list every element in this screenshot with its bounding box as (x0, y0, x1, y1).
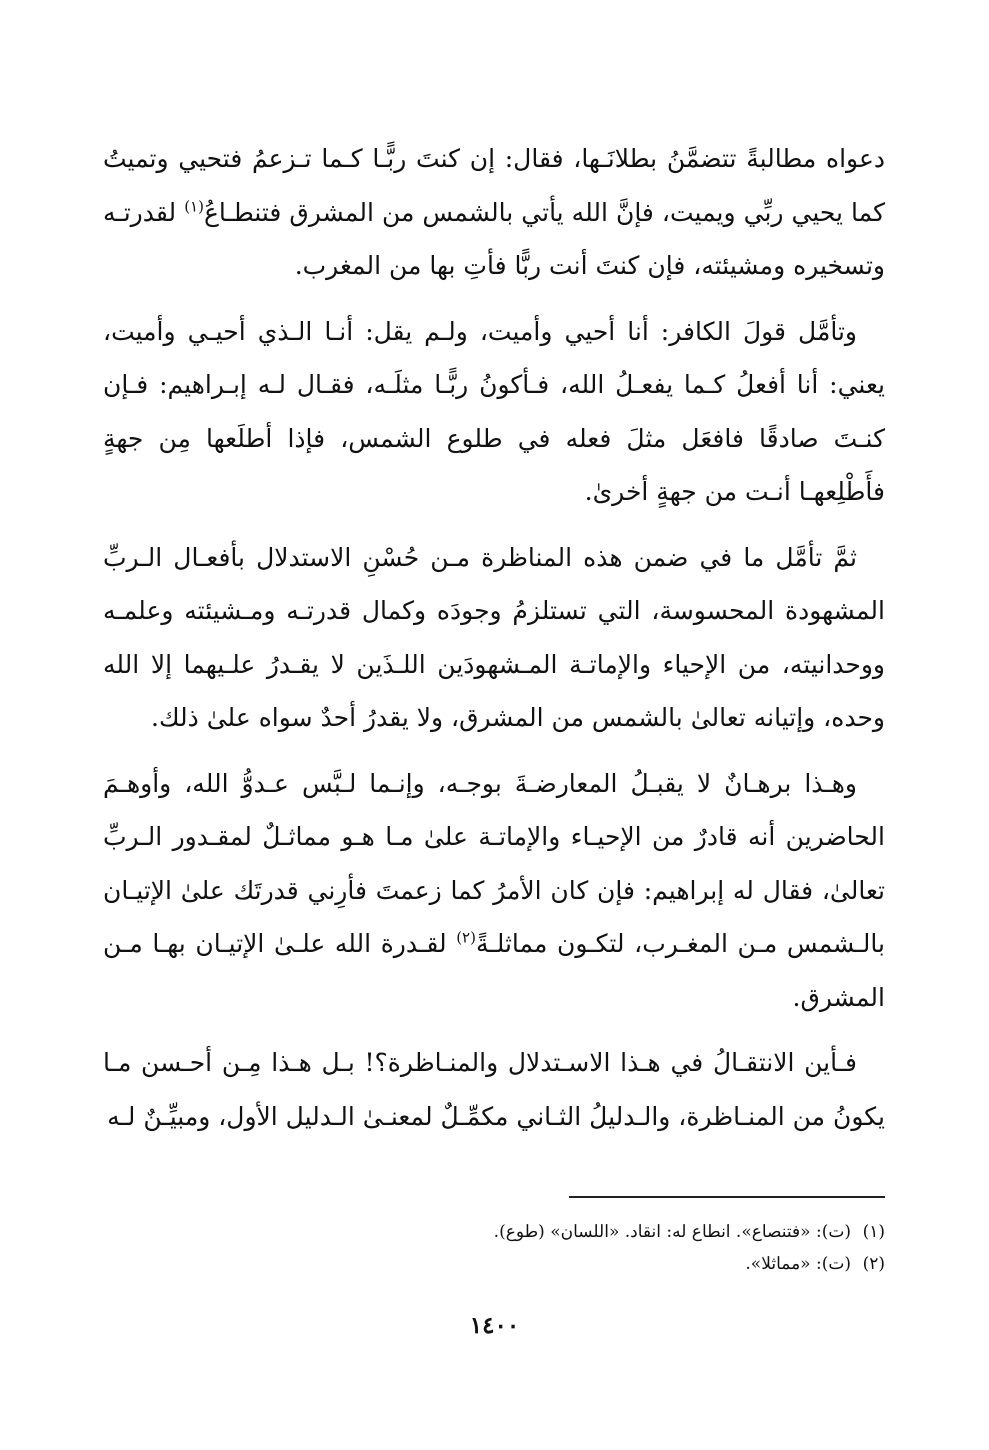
page-number: ١٤٠٠ (469, 1312, 520, 1339)
footnote-divider (569, 1196, 885, 1198)
paragraph-1-text-a: دعواه مطالبةً تتضمَّنُ بطلانَـها، فقال: إن كنتَ ربًّـا كـما تـزعمُ فتحيي وتميتُ كما يحيي ربِّي ويميت، فإنَّ الله يأتي بالشمس من المشرق فتنطـاعُ (103, 144, 885, 227)
footnotes (103, 1196, 885, 1280)
paragraph-1 (103, 132, 885, 293)
paragraph-4-text-b: لقـدرة الله علـىٰ الإتيـان بهـا مـن المشرق. (103, 929, 885, 1012)
footnote-2 (103, 1248, 885, 1280)
footnote-1-text: (ت): «فتنصاع». انطاع له: انقاد. «اللسان» (طوع). (493, 1222, 851, 1242)
paragraph-4-text-a: وهـذا برهـانٌ لا يقبـلُ المعارضـةَ بوجـه، وإنـما لـبَّس عـدوُّ الله، وأوهـمَ الحاضرين أنه قادرٌ من الإحيـاء والإماتـة علىٰ مـا هـو مماثـلٌ لمقـدور الـربِّ تعالىٰ، فقال له إبراهيم: فإن كان الأمرُ كما زعمتَ فأرِني قدرتَك علىٰ الإتيـان بالـشمس مـن المغـرب، لتكـون مماثلـةً (103, 768, 885, 958)
paragraph-2: وتأمَّل قولَ الكافر: أنا أحيي وأميت، ولـم يقل: أنـا الـذي أحيـي وأميت، يعني: أنا أفعلُ كـما يفعـلُ الله، فـأكونُ ربًّـا مثلَـه، فقـال لـه إبـراهيم: فـإن كنـتَ صادقًا فافعَل مثلَ فعله في طلوع الشمس، فإذا أطلَعها مِن جهةٍ فأَطْلِعهـا أنـت من جهةٍ أخرىٰ. (103, 316, 885, 506)
footnote-ref-2[interactable]: (٢) (456, 928, 476, 947)
footnote-2-text: (ت): «مماثلا». (745, 1254, 851, 1274)
paragraph-1-text-b: لقدرتـه وتسخيره ومشيئته، فإن كنتَ أنت ربًّا فأتِ بها من المغرب. (103, 197, 885, 280)
footnote-1-number: (١) (862, 1222, 885, 1242)
footnote-2-number: (٢) (862, 1254, 885, 1274)
paragraph-4 (103, 757, 885, 1025)
page-body (103, 132, 885, 1155)
footnote-1 (103, 1216, 885, 1248)
footnote-ref-1[interactable]: (١) (184, 197, 204, 216)
paragraph-3: ثمَّ تأمَّل ما في ضمن هذه المناظرة مـن حُسْنِ الاستدلال بأفعـال الـربِّ المشهودة المحسوسة، التي تستلزمُ وجودَه وكمال قدرتـه ومـشيئته وعلمـه ووحدانيته، من الإحياء والإماتـة المـشهودَين اللـذَين لا يقـدرُ علـيهما إلا الله وحده، وإتيانه تعالىٰ بالشمس من المشرق، ولا يقدرُ أحدٌ سواه علىٰ ذلك. (103, 542, 885, 732)
paragraph-5: فـأين الانتقـالُ في هـذا الاسـتدلال والمنـاظرة؟! بـل هـذا مِـن أحـسن مـا يكونُ من المنـاظرة، والـدليلُ الثـاني مكمِّـلٌ لمعنـىٰ الـدليل الأول، ومبيِّـنٌ لـه (103, 1048, 885, 1131)
